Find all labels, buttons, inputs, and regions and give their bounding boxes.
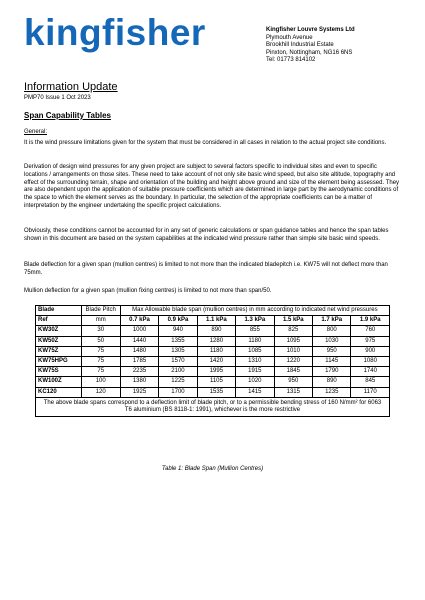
table-cell: 1315 xyxy=(274,387,312,397)
table-cell: 1305 xyxy=(159,346,197,356)
table-body xyxy=(36,326,390,397)
address-line-1: Plymouth Avenue xyxy=(266,34,313,41)
row-ref: KW30Z xyxy=(36,326,82,336)
table-cell: 1310 xyxy=(236,357,274,367)
header-pressure: 1.7 kPa xyxy=(313,316,351,326)
table-cell: 1235 xyxy=(313,387,351,397)
table-cell: 1845 xyxy=(274,367,312,377)
blade-span-table xyxy=(35,305,390,417)
table-row xyxy=(36,336,390,346)
row-ref: KW75HPG xyxy=(36,357,82,367)
table-cell: 1415 xyxy=(236,387,274,397)
table-cell: 950 xyxy=(274,377,312,387)
table-cell: 1570 xyxy=(159,357,197,367)
table-header-row xyxy=(36,306,390,316)
table-cell: 1995 xyxy=(197,367,235,377)
table-cell: 1180 xyxy=(236,336,274,346)
table-row xyxy=(36,326,390,336)
row-pitch: 30 xyxy=(81,326,120,336)
table-cell: 900 xyxy=(351,346,390,356)
table-cell: 1355 xyxy=(159,336,197,346)
header-ref: Ref xyxy=(36,316,82,326)
table-cell: 1700 xyxy=(159,387,197,397)
table-cell: 1480 xyxy=(120,346,158,356)
table-cell: 1380 xyxy=(120,377,158,387)
paragraph-5: Mullion deflection for a given span (mullion fixing centres) is limited to not more than span/50. xyxy=(24,288,272,294)
table-cell: 1420 xyxy=(197,357,235,367)
kingfisher-logo: kingfisher xyxy=(24,12,206,53)
table-cell: 1000 xyxy=(120,326,158,336)
table-cell: 1535 xyxy=(197,387,235,397)
table-note-row xyxy=(36,397,390,416)
table-cell: 1170 xyxy=(351,387,390,397)
table-cell: 800 xyxy=(313,326,351,336)
table-cell: 1145 xyxy=(313,357,351,367)
row-pitch: 50 xyxy=(81,336,120,346)
address-line-3: Pinxton, Nottingham, NG16 6NS xyxy=(266,49,353,56)
paragraph-2: Derivation of design wind pressures for any given project are subject to several factors specific to individual sites and even to specific locations / arrangements on those sites. These need to take account of not only site basic wind speed, but also site altitude, topography and effect of the surrounding terrain, shape and orientation of the building and height above ground and size of the element being assessed. They are also dependent upon the application of suitable pressure coefficients which are determined in large part by the aerodynamic conditions of the space to which the element serves as the boundary. In particular, the selection of the appropriate coefficients can be a matter of interpretation by the engineer undertaking the specific project calculations. xyxy=(24,164,400,209)
table-caption: Table 1: Blade Span (Mullion Centres) xyxy=(161,466,264,472)
row-pitch: 75 xyxy=(81,346,120,356)
table-cell: 760 xyxy=(351,326,390,336)
paragraph-3: Obviously, these conditions cannot be accounted for in any set of generic calculations or span guidance tables and hence the span tables shown in this document are based on the system capabilities at the indicated wind pressure rather than simple site basic wind speeds. xyxy=(24,228,389,242)
table-cell: 940 xyxy=(159,326,197,336)
table-cell: 1280 xyxy=(197,336,235,346)
company-address xyxy=(266,27,355,65)
table-cell: 845 xyxy=(351,377,390,387)
document-title: Information Update xyxy=(24,81,118,93)
row-ref: KW75S xyxy=(36,367,82,377)
table-cell: 1925 xyxy=(120,387,158,397)
table-cell: 1020 xyxy=(236,377,274,387)
table-cell: 2100 xyxy=(159,367,197,377)
table-row xyxy=(36,346,390,356)
table-cell: 1915 xyxy=(236,367,274,377)
paragraph-4: Blade deflection for a given span (mullion centres) is limited to not more than the indicated bladepitch i.e. KW75 will not deflect more than 75mm. xyxy=(24,262,388,276)
table-cell: 1010 xyxy=(274,346,312,356)
address-line-2: Brookhill Industrial Estate xyxy=(266,42,334,49)
header-pitch: Blade Pitch xyxy=(81,306,120,316)
general-heading: General: xyxy=(24,129,48,135)
section-title: Span Capability Tables xyxy=(24,111,111,120)
header-pressure: 1.3 kPa xyxy=(236,316,274,326)
table-cell: 2235 xyxy=(120,367,158,377)
table-note: The above blade spans correspond to a deflection limit of blade pitch, or to a permissible bending stress of 160 N/mm² for 6063 T6 aluminium (BS 8118-1: 1991), whichever is the more restrictive xyxy=(36,397,390,416)
header-mm: mm xyxy=(81,316,120,326)
header-pressure: 1.9 kPa xyxy=(351,316,390,326)
row-pitch: 120 xyxy=(81,387,120,397)
table-cell: 1220 xyxy=(274,357,312,367)
table-cell: 855 xyxy=(236,326,274,336)
table-cell: 975 xyxy=(351,336,390,346)
document-issue: PMP70 Issue 1 Oct 2023 xyxy=(24,95,91,101)
table-cell: 1740 xyxy=(351,367,390,377)
header-blade: Blade xyxy=(36,306,82,316)
telephone: Tel: 01773 814102 xyxy=(266,57,316,64)
header-pressure: 1.5 kPa xyxy=(274,316,312,326)
table-row xyxy=(36,387,390,397)
row-ref: KW100Z xyxy=(36,377,82,387)
table-cell: 1105 xyxy=(197,377,235,387)
header-max-span: Max Allowable blade span (mullion centres) in mm according to indicated net wind pressures xyxy=(120,306,389,316)
table-cell: 1785 xyxy=(120,357,158,367)
row-pitch: 75 xyxy=(81,367,120,377)
table-row xyxy=(36,377,390,387)
table-cell: 890 xyxy=(197,326,235,336)
row-pitch: 100 xyxy=(81,377,120,387)
company-name: Kingfisher Louvre Systems Ltd xyxy=(266,27,355,33)
table-row xyxy=(36,367,390,377)
row-ref: KW75Z xyxy=(36,346,82,356)
table-cell: 950 xyxy=(313,346,351,356)
table-cell: 1085 xyxy=(236,346,274,356)
header-pressure: 0.7 kPa xyxy=(120,316,158,326)
paragraph-1: It is the wind pressure limitations given for the system that must be considered in all cases in relation to the actual project site conditions. xyxy=(24,140,387,146)
header-pressure: 1.1 kPa xyxy=(197,316,235,326)
table-cell: 1440 xyxy=(120,336,158,346)
table-cell: 1225 xyxy=(159,377,197,387)
table-cell: 1030 xyxy=(313,336,351,346)
table-cell: 825 xyxy=(274,326,312,336)
header-pressure: 0.9 kPa xyxy=(159,316,197,326)
row-ref: KC120 xyxy=(36,387,82,397)
row-pitch: 75 xyxy=(81,357,120,367)
table-subheader-row xyxy=(36,316,390,326)
row-ref: KW50Z xyxy=(36,336,82,346)
table-row xyxy=(36,357,390,367)
table-cell: 890 xyxy=(313,377,351,387)
table-cell: 1180 xyxy=(197,346,235,356)
table-cell: 1790 xyxy=(313,367,351,377)
table-cell: 1080 xyxy=(351,357,390,367)
table-cell: 1095 xyxy=(274,336,312,346)
